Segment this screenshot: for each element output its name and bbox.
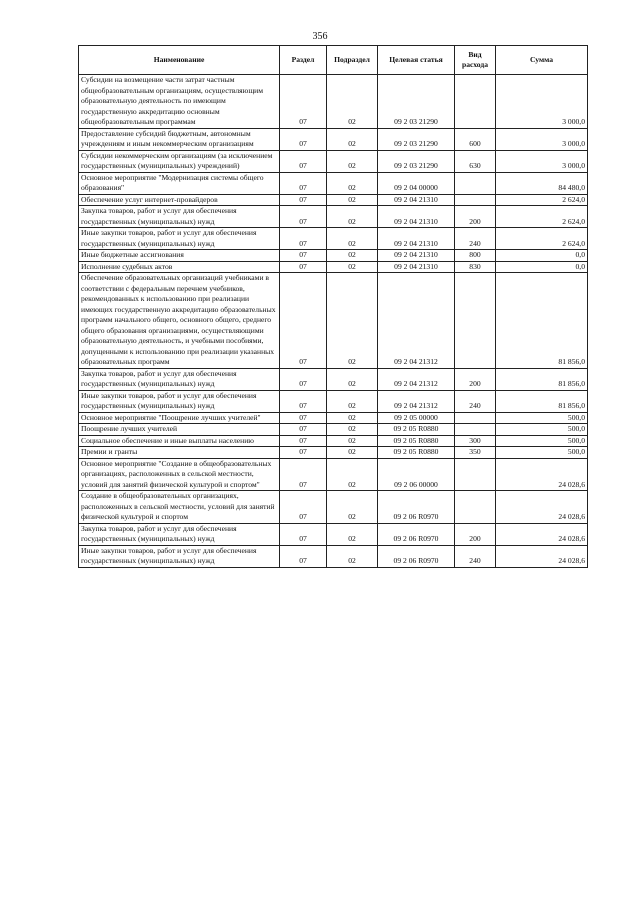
header-expense-type: Вид расхода [455, 46, 496, 75]
row-target-article: 09 2 03 21290 [378, 128, 455, 150]
row-name: Иные закупки товаров, работ и услуг для обеспечения государственных (муниципальных) нужд [79, 545, 280, 567]
row-name: Иные бюджетные ассигнования [79, 250, 280, 262]
row-name: Обеспечение услуг интернет-провайдеров [79, 194, 280, 206]
row-target-article: 09 2 06 R0970 [378, 545, 455, 567]
row-amount: 0,0 [496, 250, 588, 262]
row-amount: 3 000,0 [496, 150, 588, 172]
table-row [79, 491, 588, 524]
row-expense-type [455, 424, 496, 436]
row-expense-type [455, 458, 496, 491]
row-target-article: 09 2 05 R0880 [378, 424, 455, 436]
table-row [79, 128, 588, 150]
table-row [79, 412, 588, 424]
row-section: 07 [280, 150, 327, 172]
row-subsection: 02 [327, 523, 378, 545]
row-section: 07 [280, 250, 327, 262]
row-section: 07 [280, 261, 327, 273]
row-subsection: 02 [327, 545, 378, 567]
row-section: 07 [280, 458, 327, 491]
table-row [79, 194, 588, 206]
table-body [79, 75, 588, 568]
header-name: Наименование [79, 46, 280, 75]
row-name: Премии и гранты [79, 447, 280, 459]
page-number: 356 [312, 31, 328, 42]
row-section: 07 [280, 491, 327, 524]
row-section: 07 [280, 128, 327, 150]
row-expense-type [455, 491, 496, 524]
row-name: Основное мероприятие "Модернизация системы общего образования" [79, 172, 280, 194]
row-section: 07 [280, 545, 327, 567]
row-target-article: 09 2 06 00000 [378, 458, 455, 491]
row-amount: 24 028,6 [496, 458, 588, 491]
table-row [79, 368, 588, 390]
row-name: Закупка товаров, работ и услуг для обеспечения государственных (муниципальных) нужд [79, 368, 280, 390]
table-row [79, 447, 588, 459]
row-target-article: 09 2 04 21310 [378, 228, 455, 250]
row-target-article: 09 2 04 21312 [378, 368, 455, 390]
row-target-article: 09 2 04 21310 [378, 261, 455, 273]
header-subsection: Подраздел [327, 46, 378, 75]
table-row [79, 424, 588, 436]
row-name: Исполнение судебных актов [79, 261, 280, 273]
row-amount: 500,0 [496, 412, 588, 424]
row-section: 07 [280, 368, 327, 390]
row-expense-type [455, 273, 496, 369]
row-subsection: 02 [327, 250, 378, 262]
table-row [79, 228, 588, 250]
row-target-article: 09 2 05 R0880 [378, 447, 455, 459]
row-amount: 81 856,0 [496, 368, 588, 390]
table-row [79, 435, 588, 447]
row-target-article: 09 2 03 21290 [378, 75, 455, 129]
row-expense-type [455, 412, 496, 424]
row-target-article: 09 2 05 00000 [378, 412, 455, 424]
row-subsection: 02 [327, 491, 378, 524]
row-expense-type: 240 [455, 228, 496, 250]
row-expense-type: 600 [455, 128, 496, 150]
row-expense-type: 350 [455, 447, 496, 459]
row-amount: 500,0 [496, 435, 588, 447]
table-row [79, 390, 588, 412]
row-name: Социальное обеспечение и иные выплаты населению [79, 435, 280, 447]
row-name: Субсидии на возмещение части затрат частным общеобразовательным организациям, осуществляющим образовательную деятельность по имеющим государственную аккредитацию основным общеобразовательным программам [79, 75, 280, 129]
row-target-article: 09 2 04 21310 [378, 250, 455, 262]
row-name: Основное мероприятие "Создание в общеобразовательных организациях, расположенных в сельской местности, условий для занятий физической культурой и спортом" [79, 458, 280, 491]
row-section: 07 [280, 412, 327, 424]
row-section: 07 [280, 194, 327, 206]
row-name: Обеспечение образовательных организаций учебниками в соответствии с федеральным перечнем учебников, рекомендованных к использованию при реализации имеющих государственную аккредитацию образовательных программ начального общего, основного общего, среднего общего образования организациями, осуществляющими образовательную деятельность, и учебными пособиями, допущенными к использованию при реализации указанных образовательных программ [79, 273, 280, 369]
row-name: Иные закупки товаров, работ и услуг для обеспечения государственных (муниципальных) нужд [79, 228, 280, 250]
budget-table [78, 45, 588, 568]
row-name: Основное мероприятие "Поощрение лучших учителей" [79, 412, 280, 424]
table-row [79, 545, 588, 567]
row-amount: 3 000,0 [496, 75, 588, 129]
row-expense-type [455, 75, 496, 129]
row-name: Иные закупки товаров, работ и услуг для обеспечения государственных (муниципальных) нужд [79, 390, 280, 412]
row-name: Создание в общеобразовательных организациях, расположенных в сельской местности, условий для занятий физической культурой и спортом [79, 491, 280, 524]
row-section: 07 [280, 390, 327, 412]
row-subsection: 02 [327, 261, 378, 273]
row-subsection: 02 [327, 194, 378, 206]
table-row [79, 261, 588, 273]
row-target-article: 09 2 03 21290 [378, 150, 455, 172]
row-amount: 2 624,0 [496, 228, 588, 250]
row-subsection: 02 [327, 424, 378, 436]
header-section: Раздел [280, 46, 327, 75]
row-amount: 3 000,0 [496, 128, 588, 150]
row-amount: 84 480,0 [496, 172, 588, 194]
row-amount: 24 028,6 [496, 491, 588, 524]
row-amount: 500,0 [496, 424, 588, 436]
header-target-article: Целевая статья [378, 46, 455, 75]
row-expense-type: 200 [455, 523, 496, 545]
header-amount: Сумма [496, 46, 588, 75]
row-expense-type: 200 [455, 368, 496, 390]
table-header-row [79, 46, 588, 75]
row-section: 07 [280, 273, 327, 369]
row-subsection: 02 [327, 458, 378, 491]
row-target-article: 09 2 06 R0970 [378, 523, 455, 545]
row-subsection: 02 [327, 150, 378, 172]
row-name: Предоставление субсидий бюджетным, автономным учреждениям и иным некоммерческим организациям [79, 128, 280, 150]
row-expense-type: 240 [455, 390, 496, 412]
row-expense-type [455, 172, 496, 194]
row-section: 07 [280, 228, 327, 250]
row-subsection: 02 [327, 172, 378, 194]
row-target-article: 09 2 06 R0970 [378, 491, 455, 524]
row-amount: 2 624,0 [496, 206, 588, 228]
row-subsection: 02 [327, 128, 378, 150]
row-subsection: 02 [327, 206, 378, 228]
row-subsection: 02 [327, 390, 378, 412]
row-target-article: 09 2 04 00000 [378, 172, 455, 194]
row-expense-type: 200 [455, 206, 496, 228]
row-expense-type: 830 [455, 261, 496, 273]
row-section: 07 [280, 206, 327, 228]
row-target-article: 09 2 04 21312 [378, 273, 455, 369]
row-amount: 2 624,0 [496, 194, 588, 206]
row-name: Закупка товаров, работ и услуг для обеспечения государственных (муниципальных) нужд [79, 206, 280, 228]
table-row [79, 250, 588, 262]
row-subsection: 02 [327, 368, 378, 390]
row-subsection: 02 [327, 273, 378, 369]
row-amount: 24 028,6 [496, 523, 588, 545]
row-amount: 81 856,0 [496, 273, 588, 369]
table-row [79, 206, 588, 228]
table-row [79, 523, 588, 545]
row-section: 07 [280, 424, 327, 436]
row-subsection: 02 [327, 435, 378, 447]
table-row [79, 172, 588, 194]
row-name: Закупка товаров, работ и услуг для обеспечения государственных (муниципальных) нужд [79, 523, 280, 545]
row-subsection: 02 [327, 412, 378, 424]
row-amount: 0,0 [496, 261, 588, 273]
table-row [79, 273, 588, 369]
table-row [79, 458, 588, 491]
row-section: 07 [280, 75, 327, 129]
row-expense-type: 800 [455, 250, 496, 262]
row-expense-type: 300 [455, 435, 496, 447]
row-subsection: 02 [327, 447, 378, 459]
row-section: 07 [280, 435, 327, 447]
row-name: Поощрение лучших учителей [79, 424, 280, 436]
row-target-article: 09 2 05 R0880 [378, 435, 455, 447]
row-amount: 24 028,6 [496, 545, 588, 567]
row-name: Субсидии некоммерческим организациям (за исключением государственных (муниципальных) учреждений) [79, 150, 280, 172]
table-row [79, 75, 588, 129]
row-amount: 81 856,0 [496, 390, 588, 412]
row-target-article: 09 2 04 21312 [378, 390, 455, 412]
row-expense-type [455, 194, 496, 206]
row-target-article: 09 2 04 21310 [378, 194, 455, 206]
row-section: 07 [280, 523, 327, 545]
row-subsection: 02 [327, 228, 378, 250]
row-section: 07 [280, 447, 327, 459]
row-subsection: 02 [327, 75, 378, 129]
row-expense-type: 240 [455, 545, 496, 567]
row-expense-type: 630 [455, 150, 496, 172]
table-row [79, 150, 588, 172]
row-target-article: 09 2 04 21310 [378, 206, 455, 228]
row-section: 07 [280, 172, 327, 194]
row-amount: 500,0 [496, 447, 588, 459]
